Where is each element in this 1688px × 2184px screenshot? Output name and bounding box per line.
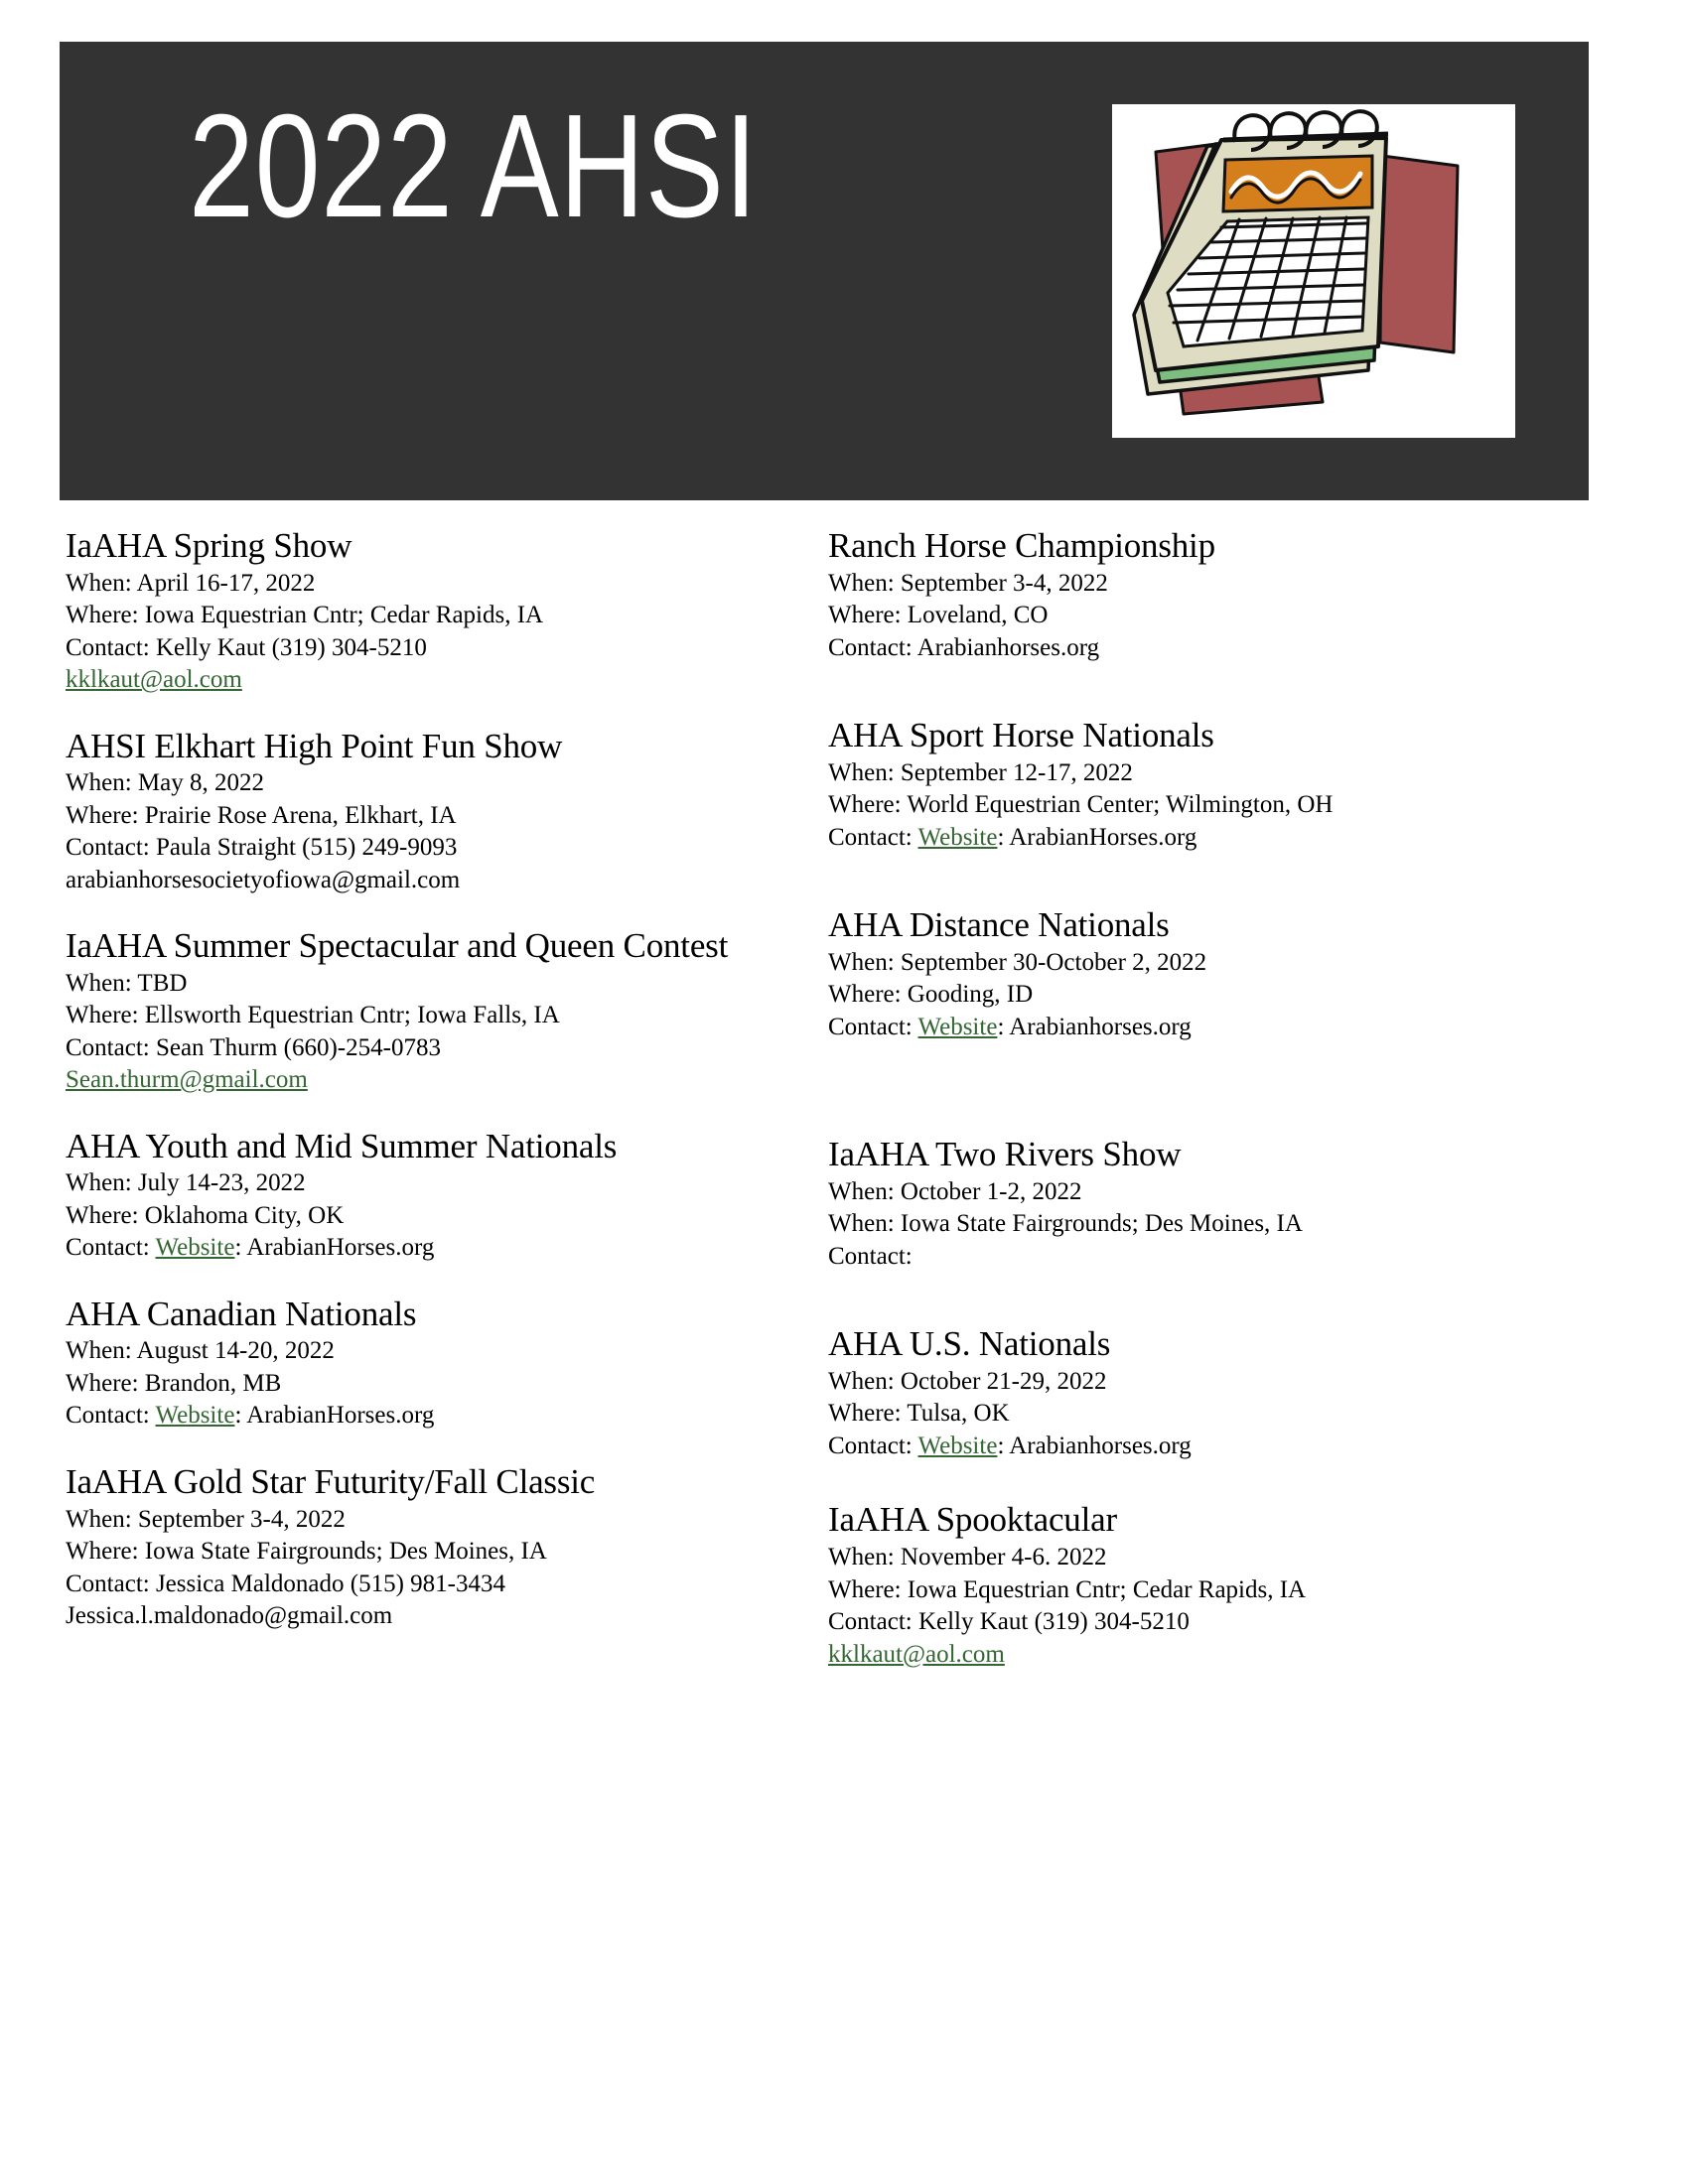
event-when: When: October 21-29, 2022 [828,1367,1107,1395]
right-column [828,526,1523,1701]
event-contact [828,822,1523,855]
event-card [66,1295,820,1433]
page-title: 2022 AHSI [189,84,759,248]
contact-prefix: Contact: [828,1013,918,1040]
event-title: IaAHA Summer Spectacular and Queen Contest [66,926,729,966]
website-link[interactable]: Website [155,1402,235,1430]
event-title: AHA U.S. Nationals [828,1324,1111,1364]
spacer [828,1273,1523,1295]
event-title: IaAHA Spring Show [66,526,352,565]
event-when: When: July 14-23, 2022 [66,1169,306,1197]
event-when: When: September 12-17, 2022 [828,758,1133,786]
event-where: Where: Iowa Equestrian Cntr; Cedar Rapids, IA [828,1575,1307,1603]
event-where: When: Iowa State Fairgrounds; Des Moines, IA [828,1210,1303,1238]
event-when: When: September 3-4, 2022 [828,569,1108,597]
event-card [828,1500,1523,1671]
contact-prefix: Contact: [828,1432,918,1459]
event-title: Ranch Horse Championship [828,526,1215,565]
event-when: When: May 8, 2022 [66,769,264,797]
event-card [66,727,820,897]
event-card [66,926,820,1097]
spacer [828,854,1523,876]
event-contact: Contact: Paula Straight (515) 249-9093 [66,834,458,862]
event-contact: Contact: [828,1242,913,1270]
event-contact: Contact: Kelly Kaut (319) 304-5210 [828,1608,1190,1636]
event-where: Where: Ellsworth Equestrian Cntr; Iowa Falls, IA [66,1002,560,1029]
event-contact [828,1431,1523,1463]
event-contact [66,1400,820,1433]
event-title: AHA Canadian Nationals [66,1294,417,1333]
contact-suffix: : ArabianHorses.org [234,1234,435,1262]
event-contact [828,1012,1523,1044]
header-banner [60,42,1589,500]
event-email: arabianhorsesocietyofiowa@gmail.com [66,866,461,893]
event-where: Where: Prairie Rose Arena, Elkhart, IA [66,801,457,829]
event-title: IaAHA Two Rivers Show [828,1135,1182,1174]
event-contact: Contact: Arabianhorses.org [828,633,1100,661]
event-where: Where: Iowa State Fairgrounds; Des Moines, IA [66,1538,547,1566]
event-when: When: TBD [66,969,188,997]
event-title: AHA Sport Horse Nationals [828,716,1214,755]
spacer [828,1462,1523,1470]
contact-suffix: : Arabianhorses.org [997,1013,1192,1040]
event-card [828,905,1523,1105]
event-contact: Contact: Jessica Maldonado (515) 981-3434 [66,1570,505,1597]
event-where: Where: Iowa Equestrian Cntr; Cedar Rapids, IA [66,602,544,629]
event-when: When: September 3-4, 2022 [66,1505,346,1533]
event-card [66,1127,820,1265]
event-card [66,526,820,697]
website-link[interactable]: Website [917,1013,998,1040]
event-where: Where: Gooding, ID [828,981,1034,1009]
event-title: AHSI Elkhart High Point Fun Show [66,726,563,765]
event-when: When: November 4-6. 2022 [828,1544,1107,1571]
event-when: When: October 1-2, 2022 [828,1177,1082,1205]
contact-suffix: : Arabianhorses.org [997,1432,1192,1459]
event-when: When: August 14-20, 2022 [66,1337,335,1365]
spacer [828,1043,1523,1083]
event-email-link[interactable]: kklkaut@aol.com [828,1640,1005,1668]
event-where: Where: Loveland, CO [828,602,1049,629]
spacer [828,664,1523,686]
event-email-link[interactable]: kklkaut@aol.com [66,666,242,694]
contact-prefix: Contact: [66,1402,156,1430]
contact-suffix: : ArabianHorses.org [234,1402,435,1430]
event-where: Where: Oklahoma City, OK [66,1201,345,1229]
event-title: AHA Youth and Mid Summer Nationals [66,1126,618,1165]
website-link[interactable]: Website [155,1234,235,1262]
website-link[interactable]: Website [917,1432,998,1459]
event-email-link[interactable]: Sean.thurm@gmail.com [66,1066,308,1094]
event-where: Where: Tulsa, OK [828,1400,1010,1428]
event-contact [66,1232,820,1265]
event-when: When: September 30-October 2, 2022 [828,948,1207,976]
event-card [828,716,1523,876]
website-link[interactable]: Website [917,823,998,851]
contact-prefix: Contact: [66,1234,156,1262]
event-title: IaAHA Spooktacular [828,1500,1117,1540]
event-card [66,1462,820,1633]
event-where: Where: World Equestrian Center; Wilmington, OH [828,791,1334,819]
calendar-illustration [1112,104,1515,438]
contact-suffix: : ArabianHorses.org [997,823,1197,851]
event-title: IaAHA Gold Star Futurity/Fall Classic [66,1461,596,1501]
event-contact: Contact: Kelly Kaut (319) 304-5210 [66,633,427,661]
event-card [828,1324,1523,1470]
event-when: When: April 16-17, 2022 [66,569,316,597]
events-content [0,526,1688,1701]
event-email: Jessica.l.maldonado@gmail.com [66,1602,393,1630]
left-column [66,526,820,1663]
spacer [828,1083,1523,1105]
contact-prefix: Contact: [828,823,918,851]
event-card [828,526,1523,686]
event-title: AHA Distance Nationals [828,905,1170,945]
event-contact: Contact: Sean Thurm (660)-254-0783 [66,1033,441,1061]
event-where: Where: Brandon, MB [66,1369,282,1397]
calendar-clipart [1112,104,1515,438]
event-card [828,1135,1523,1295]
